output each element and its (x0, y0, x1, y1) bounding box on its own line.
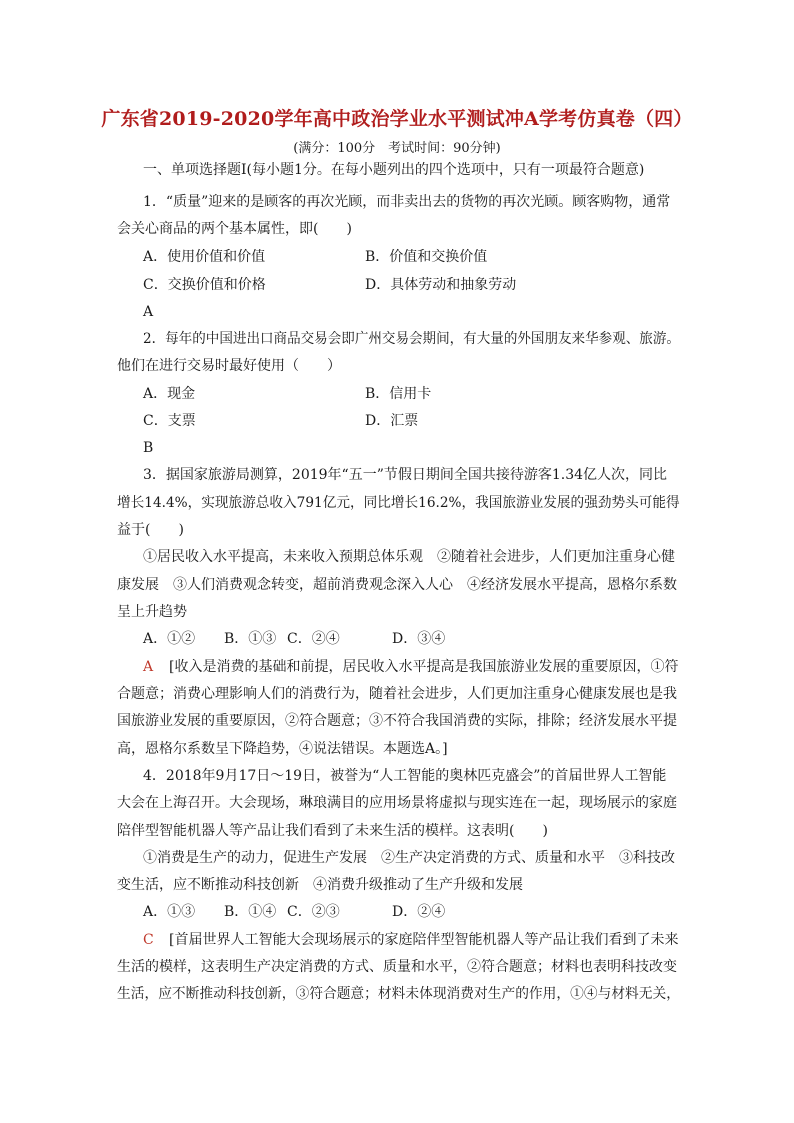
question-1-answer: A (143, 304, 154, 320)
question-3-stem-line: 益于( ) (117, 522, 184, 538)
exam-info: (满分：100分 考试时间：90分钟) (293, 141, 501, 156)
question-3-statement-line: 康发展 ③人们消费观念转变，超前消费观念深入人心 ④经济发展水平提高，恩格尔系数 (117, 577, 677, 593)
question-2-option-c: C．支票 (143, 413, 196, 429)
question-3-explanation-line: 高，恩格尔系数呈下降趋势，④说法错误。本题选A。] (117, 741, 448, 757)
question-3-option-b: B．①③ (224, 631, 277, 647)
question-4-stem-line: 陪伴型智能机器人等产品让我们看到了未来生活的模样。这表明( ) (117, 823, 548, 839)
question-4-stem-line: 4．2018年9月17日～19日，被誉为“人工智能的奥林匹克盛会”的首届世界人工智能 (143, 768, 667, 784)
question-1-option-d: D．具体劳动和抽象劳动 (365, 277, 517, 293)
question-4-explanation-line: 生活的模样，这表明生产决定消费的方式、质量和水平，②符合题意；材料也表明科技改变 (117, 959, 677, 975)
question-4-answer-letter: C (143, 932, 154, 948)
question-4-explanation-line: [首届世界人工智能大会现场展示的家庭陪伴型智能机器人等产品让我们看到了未来 (169, 932, 679, 948)
question-1-option-a: A．使用价值和价值 (143, 249, 266, 265)
question-1-option-b: B．价值和交换价值 (365, 249, 488, 265)
question-3-stem-line: 3．据国家旅游局测算，2019年“五一”节假日期间全国共接待游客1.34亿人次，同比 (143, 467, 668, 483)
question-2-option-b: B．信用卡 (365, 386, 432, 402)
question-2-answer: B (143, 440, 154, 456)
question-2-option-d: D．汇票 (365, 413, 419, 429)
question-4-option-d: D．②④ (392, 904, 446, 920)
question-4-explanation-line: 生活，应不断推动科技创新，③符合题意；材料未体现消费对生产的作用，①④与材料无关， (117, 986, 680, 1002)
question-3-explanation-line: 合题意；消费心理影响人们的消费行为，随着社会进步，人们更加注重身心健康发展也是我 (117, 686, 677, 702)
question-3-statement-line: ①居民收入水平提高，未来收入预期总体乐观 ②随着社会进步，人们更加注重身心健 (143, 549, 675, 565)
question-2-stem-line: 2．每年的中国进出口商品交易会即广州交易会期间，有大量的外国朋友来华参观、旅游。 (143, 331, 680, 347)
section-heading: 一、单项选择题Ⅰ(每小题1分。在每小题列出的四个选项中，只有一项最符合题意) (143, 162, 645, 178)
question-4-stem-line: 大会在上海召开。大会现场，琳琅满目的应用场景将虚拟与现实连在一起，现场展示的家庭 (117, 795, 677, 811)
question-2-option-a: A．现金 (143, 386, 196, 402)
question-3-answer-letter: A (143, 659, 154, 675)
page-title: 广东省2019-2020学年高中政治学业水平测试冲A学考仿真卷（四） (101, 108, 693, 130)
question-4-option-b: B．①④ (224, 904, 277, 920)
question-3-stem-line: 增长14.4%，实现旅游总收入791亿元，同比增长16.2%，我国旅游业发展的强劲势头可能得 (117, 495, 680, 511)
question-4-statement-line: 变生活，应不断推动科技创新 ④消费升级推动了生产升级和发展 (117, 877, 523, 893)
question-1-stem-line: 会关心商品的两个基本属性，即( ) (117, 221, 352, 237)
question-3-option-c: C．②④ (287, 631, 340, 647)
question-3-statement-line: 呈上升趋势 (117, 604, 187, 620)
question-3-option-a: A．①② (143, 631, 196, 647)
question-2-stem-line: 他们在进行交易时最好使用（ ） (117, 358, 341, 374)
question-4-statement-line: ①消费是生产的动力，促进生产发展 ②生产决定消费的方式、质量和水平 ③科技改 (143, 850, 675, 866)
question-1-stem-line: 1．“质量”迎来的是顾客的再次光顾，而非卖出去的货物的再次光顾。顾客购物，通常 (143, 194, 671, 210)
question-3-explanation-line: 国旅游业发展的重要原因，②符合题意；③不符合我国消费的实际，排除；经济发展水平提 (117, 713, 677, 729)
question-3-option-d: D．③④ (392, 631, 446, 647)
question-1-option-c: C．交换价值和价格 (143, 277, 266, 293)
question-3-explanation-line: [收入是消费的基础和前提，居民收入水平提高是我国旅游业发展的重要原因，①符 (169, 659, 679, 675)
question-4-option-c: C．②③ (287, 904, 340, 920)
question-4-option-a: A．①③ (143, 904, 196, 920)
